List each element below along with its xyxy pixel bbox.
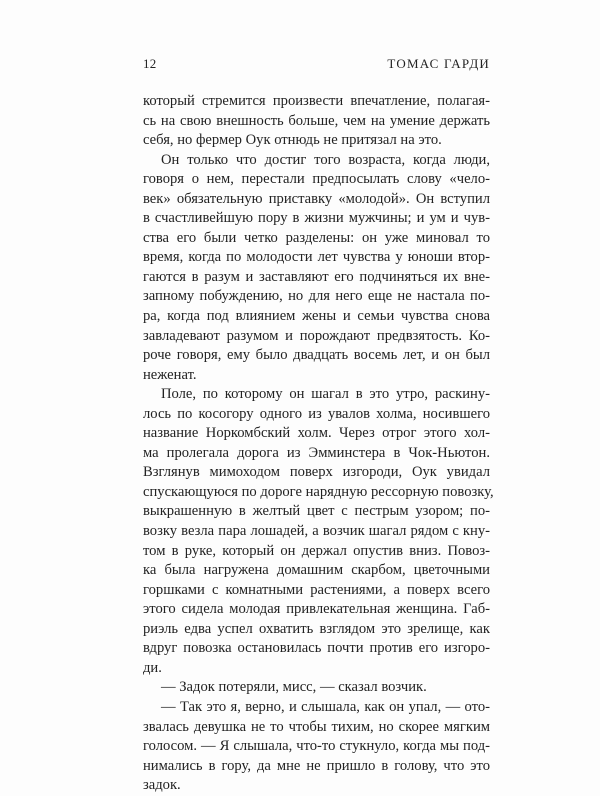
text-line: запному побуждению, но для него еще не настала по- — [143, 288, 490, 305]
text-line: который стремится произвести впечатление, полагая- — [143, 93, 490, 109]
text-line: том в руке, который он держал опустив вниз. Повоз- — [143, 542, 490, 559]
text-line: ма пролегала дорога из Эмминстера в Чок-Ньютон. — [143, 444, 490, 461]
text-line: этого сидела молодая привлекательная женщина. Габ- — [143, 601, 490, 618]
text-line: риэль едва успел охватить взглядом это зрелище, как — [143, 620, 490, 637]
text-line: голосом. — Я слышала, что-то стукнуло, когда мы под- — [143, 738, 490, 755]
running-header — [143, 56, 490, 72]
text-line: горшками с комнатными растениями, а поверх всего — [143, 581, 490, 598]
text-line: вдруг повозка остановилась почти против его изгоро- — [143, 640, 490, 657]
text-line: — Задок потеряли, мисс, — сказал возчик. — [161, 679, 427, 696]
running-title-author: ТОМАС ГАРДИ — [387, 56, 490, 71]
text-line: спускающуюся по дороге нарядную рессорную повозку, — [143, 483, 494, 500]
text-line: Взглянув мимоходом поверх изгороди, Оук увидал — [143, 464, 490, 481]
text-line: звалась девушка не то чтобы тихим, но скорее мягким — [143, 718, 490, 735]
text-line: ка была нагружена домашним скарбом, цветочными — [143, 562, 490, 579]
text-line: век» обязательную приставку «молодой». Он вступил — [143, 190, 490, 207]
body-text — [143, 92, 494, 796]
page-number: 12 — [143, 56, 157, 71]
text-line: — Так это я, верно, и слышала, как он упал, — ото- — [161, 698, 490, 715]
text-line: ства его были четко разделены: он уже миновал то — [143, 229, 490, 246]
text-line: себя, но фермер Оук отнюдь не притязал на это. — [143, 132, 442, 149]
text-line: говоря о нем, перестали предпосылать слову «чело- — [143, 171, 490, 188]
text-line: выкрашенную в желтый цвет с пестрым узором; по- — [143, 503, 490, 520]
text-line: нимались в гору, да мне не пришло в голову, что это — [143, 757, 490, 774]
text-line: завладевают разумом и порождают предвзятость. Ко- — [143, 327, 490, 344]
text-line: возку везла пара лошадей, а возчик шагал рядом с кну- — [143, 523, 490, 540]
text-line: гаются в разум и заставляют его подчиняться их вне- — [143, 268, 490, 285]
text-line: ди. — [143, 659, 162, 676]
text-line: в счастливейшую пору в жизни мужчины; и ум и чув- — [143, 210, 490, 227]
text-line: Он только что достиг того возраста, когда люди, — [161, 151, 490, 168]
text-line: роче говоря, ему было двадцать восемь лет, и он был — [143, 347, 490, 364]
text-line: задок. — [143, 777, 181, 794]
text-line: время, когда по молодости лет чувства у юноши втор- — [143, 249, 490, 266]
text-line: сь на свою внешность больше, чем на умение держать — [143, 112, 490, 129]
text-line: ра, когда под влиянием жены и семьи чувства снова — [143, 308, 490, 325]
text-line: неженат. — [143, 366, 197, 383]
text-line: лось по косогору одного из увалов холма, носившего — [143, 405, 490, 422]
text-line: Поле, по которому он шагал в это утро, раскину- — [161, 386, 490, 403]
text-line: название Норкомбский холм. Через отрог этого хол- — [143, 425, 490, 442]
